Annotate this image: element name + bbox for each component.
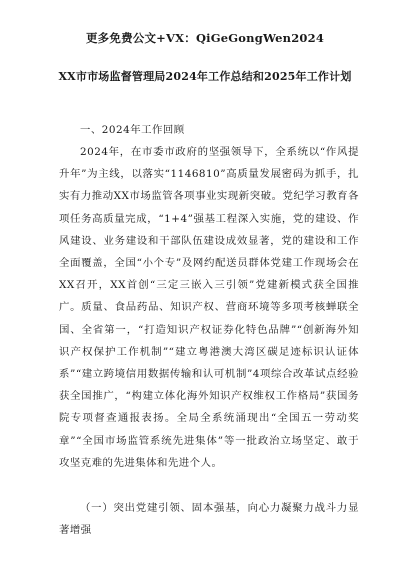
subsection-heading: （一）突出党建引领、固本强基，向心力凝聚力战斗力显著增强 [59, 502, 359, 537]
promo-banner: 更多免费公文+VX：QiGeGongWen2024 [85, 31, 325, 45]
body-paragraph: 2024年，在市委市政府的坚强领导下，全系统以“作风提升年”为主线，以落实“1146810”高质量发展密码为抓手，扎实有力推动XX市场监管各项事业实现新突破。党纪学习教育各项任务高质量完成，“1+4”强基工程深入实施，党的建设、作风建设、业务建设和干部队伍建设成效显著，党的建设和工作全面覆盖，全国“小个专”及网约配送员群体党建工作现场会在XX召开，XX首创“三定三嵌入三引领”党建新模式获全国推广。质量、食品药品、知识产权、营商环境等多项考核蝉联全国、全省第一，“打造知识产权证券化特色品牌”“创新海外知识产权保护工作机制”“建立粤港澳大湾区碳足迹标识认证体系”“建立跨境信用数据传输和认可机制”4项综合改革试点经验获全国推广，“构建立体化海外知识产权维权工作格局”获国务院专项督查通报表扬。全局全系统涌现出“全国五一劳动奖章”“全国市场监管系统先进集体”等一批政治立场坚定、敢于攻坚克难的先进集体和先进个人。 [59, 146, 359, 469]
document-title: XX市市场监督管理局2024年工作总结和2025年工作计划 [58, 70, 352, 83]
section-heading: 一、2024年工作回顾 [80, 124, 185, 136]
